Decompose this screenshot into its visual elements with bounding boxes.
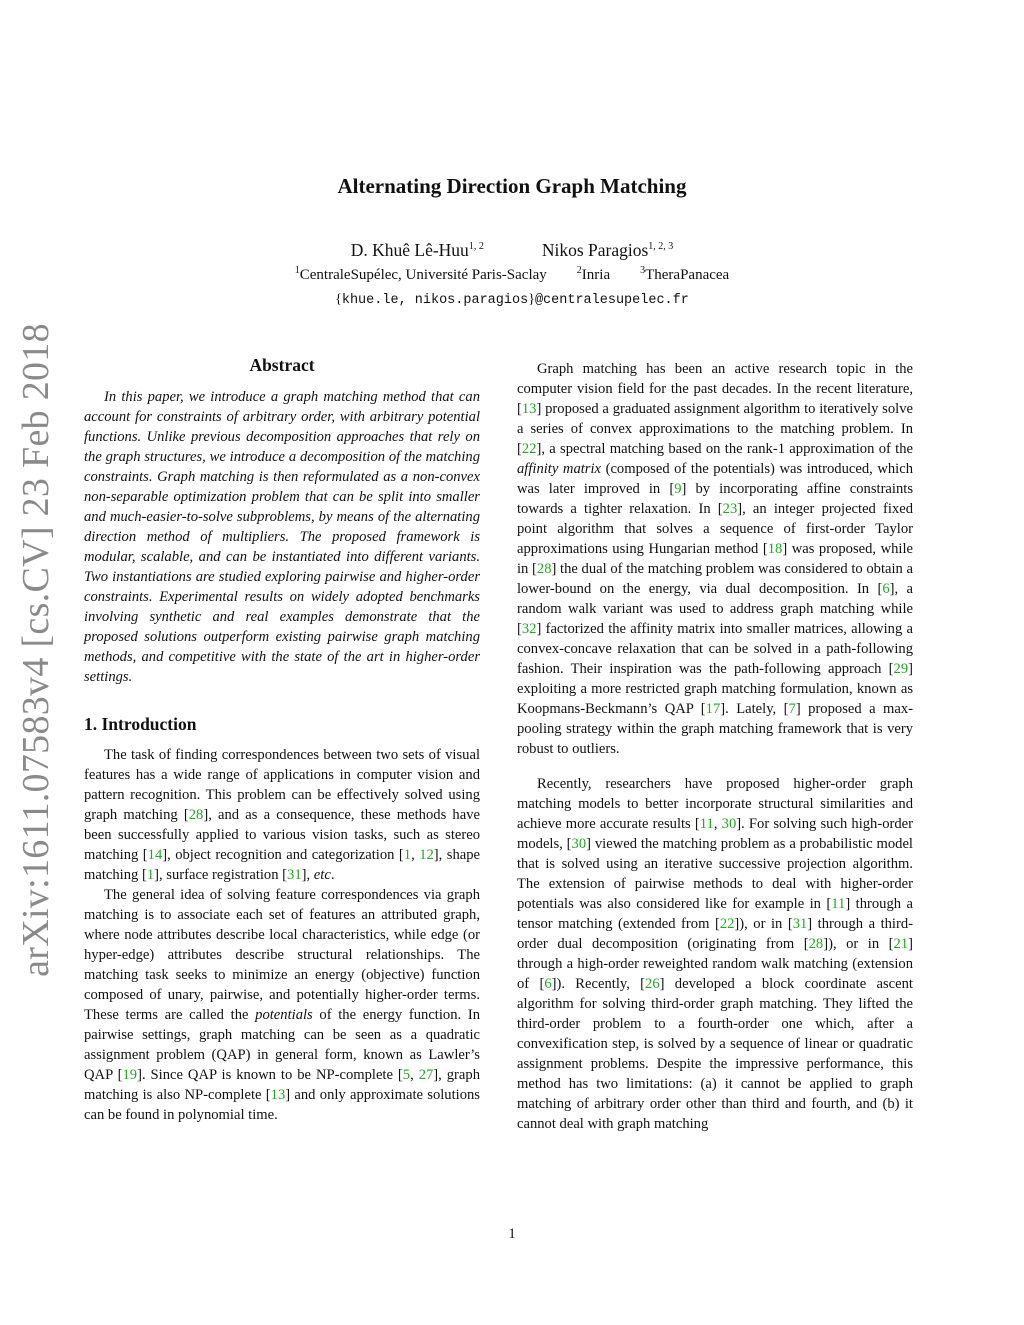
left-column — [84, 355, 480, 1125]
email-brace-close: } — [528, 292, 535, 307]
citation-link[interactable]: 28 — [188, 807, 204, 823]
affiliation-name: Inria — [581, 267, 611, 283]
citation-link[interactable]: 17 — [705, 701, 721, 717]
citation-link[interactable]: 18 — [767, 541, 783, 557]
citation-link[interactable]: 11 — [831, 896, 846, 912]
right-column — [517, 359, 913, 1134]
citation-link[interactable]: 14 — [147, 847, 163, 863]
citation-link[interactable]: 13 — [270, 1087, 286, 1103]
emphasized-term: affinity matrix — [517, 461, 602, 477]
related-work-paragraph-2: Recently, researchers have proposed higher-order graph matching models to better incorporate structural similarities and achieve more accurate results [11, 30]. For solving such high-order models, [30] viewed the matching problem as a probabilistic model that is solved using an iterative successive projection algorithm. The extension of pairwise methods to deal with higher-order potentials was also considered like for example in [11] through a tensor matching (extended from [22]), or in [31] through a third-order dual decomposition (originating from [28]), or in [21] through a high-order reweighted random walk matching (extension of [6]). Recently, [26] developed a block coordinate ascent algorithm for solving third-order graph matching. They lifted the third-order problem to a fourth-order one which, after a convexification step, is solved by a sequence of linear or quadratic assignment problems. Despite the impressive performance, this method has two limitations: (a) it cannot be applied to graph matching of arbitrary order other than third and fourth, and (b) it cannot deal with graph matching — [517, 776, 914, 1132]
citation-link[interactable]: 6 — [544, 976, 552, 992]
citation-link[interactable]: 29 — [893, 661, 909, 677]
citation-link[interactable]: 31 — [287, 867, 302, 883]
section-heading-introduction: 1. Introduction — [84, 714, 197, 734]
author-line — [0, 240, 1024, 261]
citation-link[interactable]: 28 — [808, 936, 824, 952]
author-email — [0, 292, 1024, 308]
emphasized-term: potentials — [255, 1007, 313, 1023]
email-domain: @centralesupelec.fr — [534, 293, 689, 308]
citation-link[interactable]: 30 — [571, 836, 587, 852]
citation-link[interactable]: 11 — [699, 816, 714, 832]
affiliation-name: CentraleSupélec, Université Paris-Saclay — [299, 267, 547, 283]
citation-link[interactable]: 31 — [792, 916, 808, 932]
affiliation-number: 2 — [576, 265, 582, 276]
abstract-heading: Abstract — [249, 355, 315, 375]
citation-link[interactable]: 5 — [402, 1067, 411, 1083]
page-number: 1 — [508, 1226, 516, 1242]
author-name: D. Khuê Lê-Huu — [350, 240, 469, 260]
citation-link[interactable]: 28 — [536, 561, 552, 577]
abstract-text: In this paper, we introduce a graph matching method that can account for constraints of arbitrary order, with arbitrary potential functions. Unlike previous decomposition approaches that rely on the graph structures, we introduce a decomposition of the matching constraints. Graph matching is then reformulated as a non-convex non-separable optimization problem that can be split into smaller and much-easier-to-solve subproblems, by means of the alternating direction method of multipliers. The proposed framework is modular, scalable, and can be instantiated into different variants. Two instantiations are studied exploring pairwise and higher-order constraints. Experimental results on widely adopted benchmarks involving synthetic and real examples demonstrate that the proposed solutions outperform existing pairwise graph matching methods, and competitive with the state of the art in higher-order settings. — [84, 389, 480, 685]
citation-link[interactable]: 6 — [882, 581, 890, 597]
citation-link[interactable]: 1 — [403, 847, 412, 863]
citation-link[interactable]: 9 — [674, 481, 682, 497]
citation-link[interactable]: 32 — [521, 621, 537, 637]
author-affiliation-marker: 1, 2, 3 — [648, 241, 674, 253]
email-users: khue.le, nikos.paragios — [341, 293, 529, 308]
related-work-paragraph-1: Graph matching has been an active research topic in the computer vision field for the past decades. In the recent literature, [13] proposed a graduated assignment algorithm to iteratively solve a series of convex approximations to the matching problem. In [22], a spectral matching based on the rank-1 approximation of the affinity matrix (composed of the potentials) was introduced, which was later improved in [9] by incorporating affine constraints towards a tighter relaxation. In [23], an integer projected fixed point algorithm that solves a sequence of first-order Taylor approximations using Hungarian method [18] was proposed, while in [28] the dual of the matching problem was considered to obtain a lower-bound on the energy, via dual decomposition. In [6], a random walk variant was used to address graph matching while [32] factorized the affinity matrix into smaller matrices, allowing a convex-concave relaxation that can be solved in a path-following fashion. Their inspiration was the path-following approach [29] exploiting a more restricted graph matching formulation, known as Koopmans-Beckmann’s QAP [17]. Lately, [7] proposed a max-pooling strategy within the graph matching framework that is very robust to outliers. — [517, 361, 914, 757]
arxiv-identifier-stamp: arXiv:1611.07583v4 [cs.CV] 23 Feb 2018 — [15, 323, 57, 977]
citation-link[interactable]: 22 — [719, 916, 735, 932]
affiliation-number: 1 — [294, 265, 300, 276]
citation-link[interactable]: 27 — [418, 1067, 434, 1083]
citation-link[interactable]: 26 — [645, 976, 660, 992]
citation-link[interactable]: 1 — [146, 867, 155, 883]
email-brace-open: { — [335, 292, 342, 307]
affiliation-name: TheraPanacea — [645, 267, 730, 283]
citation-link[interactable]: 7 — [788, 701, 796, 717]
affiliation-number: 3 — [640, 265, 646, 276]
author-affiliation-marker: 1, 2 — [468, 241, 484, 253]
affiliation-line — [0, 267, 1024, 284]
citation-link[interactable]: 22 — [521, 441, 537, 457]
citation-link[interactable]: 19 — [122, 1067, 138, 1083]
citation-link[interactable]: 30 — [721, 816, 737, 832]
intro-paragraph-1: The task of finding correspondences between two sets of visual features has a wide range of applications in computer vision and pattern recognition. This problem can be effectively solved using graph matching [28], and as a consequence, these methods have been successfully applied to various vision tasks, such as stereo matching [14], object recognition and categorization [1, 12], shape matching [1], surface registration [31], etc. — [84, 747, 480, 883]
citation-link[interactable]: 23 — [722, 501, 738, 517]
author-name: Nikos Paragios — [541, 240, 649, 260]
emphasized-term: etc — [313, 867, 331, 883]
citation-link[interactable]: 12 — [419, 847, 434, 863]
intro-paragraph-2: The general idea of solving feature correspondences via graph matching is to associate each set of features an attributed graph, where node attributes describe local characteristics, while edge (or hyper-edge) attributes describe structural relationships. The matching task seeks to minimize an energy (objective) function composed of unary, pairwise, and potentially higher-order terms. These terms are called the potentials of the energy function. In pairwise settings, graph matching can be seen as a quadratic assignment problem (QAP) in general form, known as Lawler’s QAP [19]. Since QAP is known to be NP-complete [5, 27], graph matching is also NP-complete [13] and only approximate solutions can be found in polynomial time. — [84, 887, 480, 1123]
citation-link[interactable]: 13 — [521, 401, 537, 417]
citation-link[interactable]: 21 — [893, 936, 909, 952]
paper-title: Alternating Direction Graph Matching — [337, 174, 687, 198]
